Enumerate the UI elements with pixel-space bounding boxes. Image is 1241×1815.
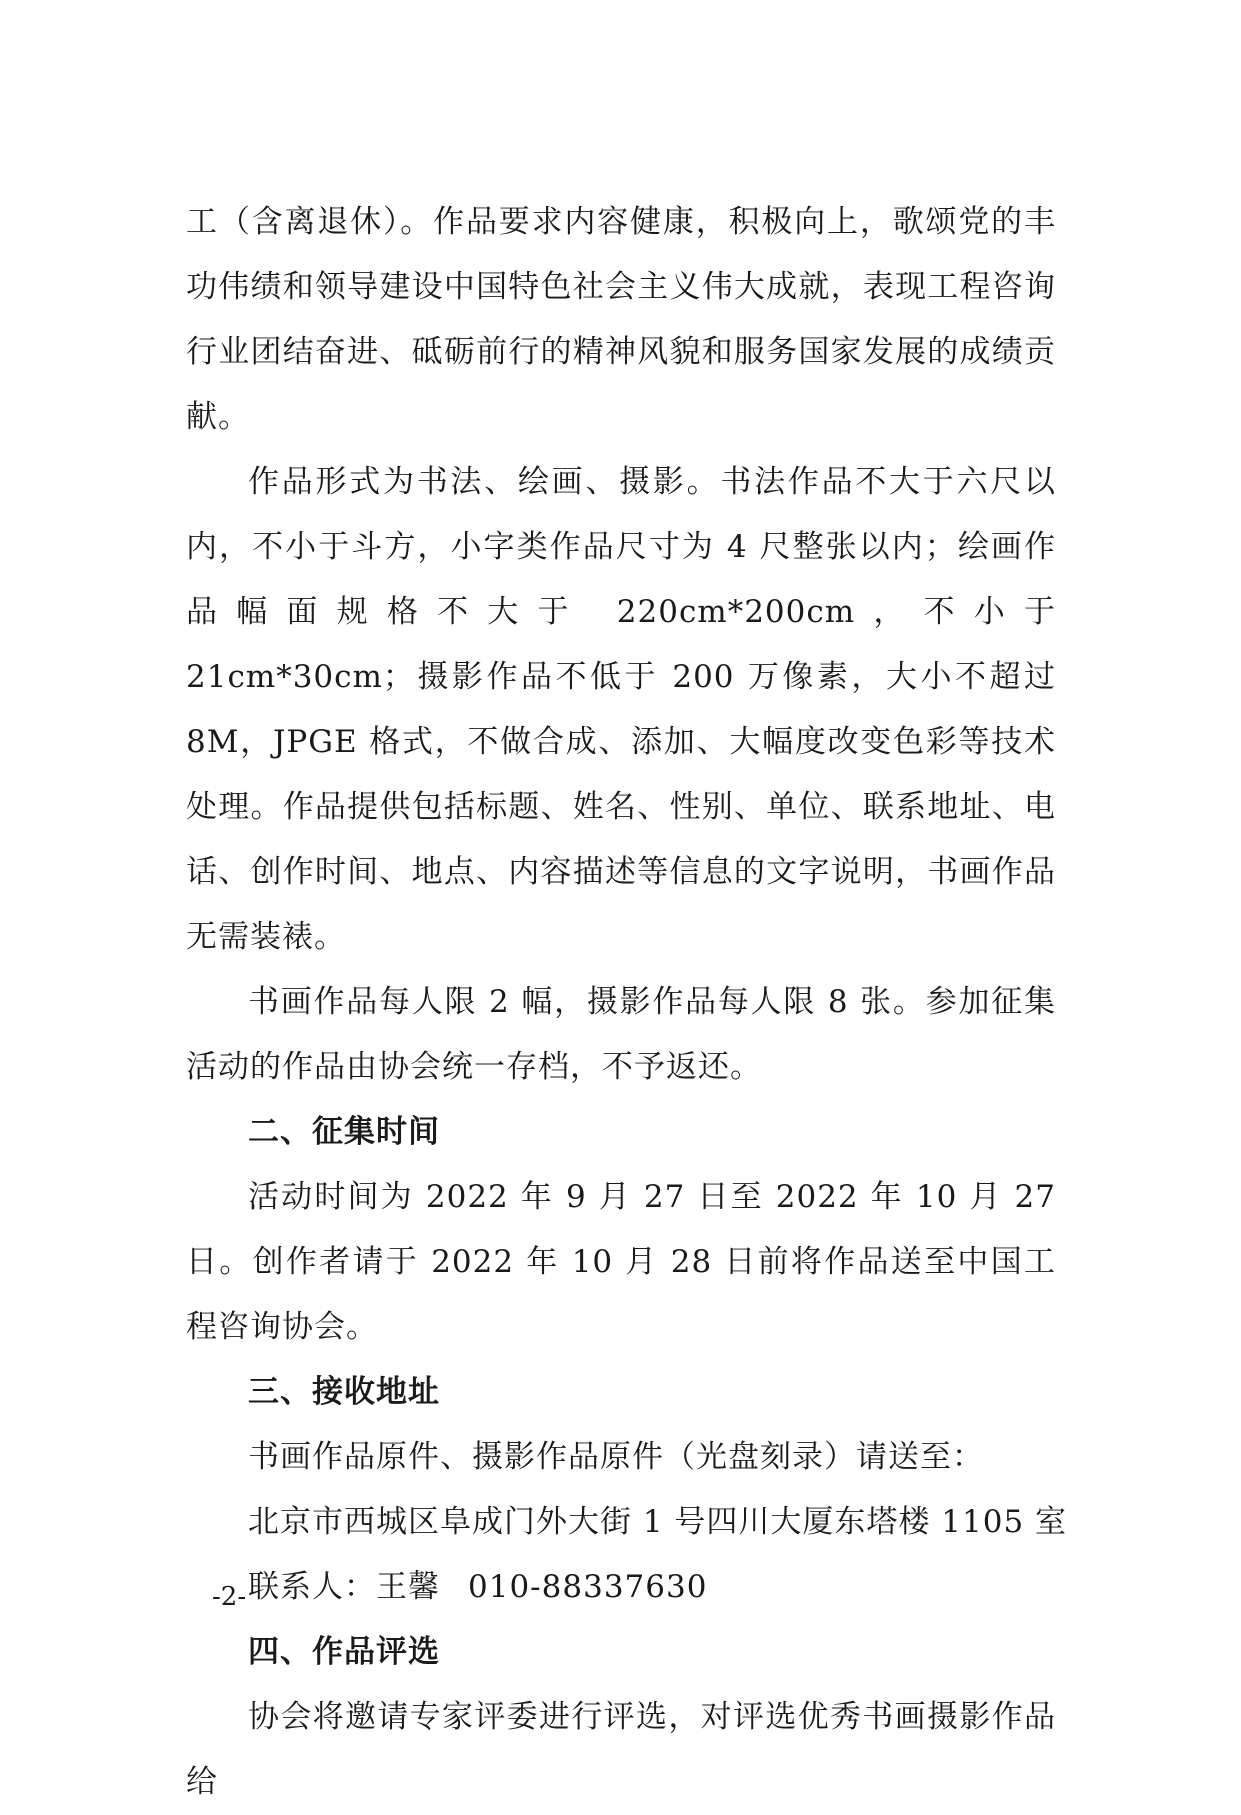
address-intro: 书画作品原件、摄影作品原件（光盘刻录）请送至： (248, 1439, 984, 1475)
document-body (186, 190, 1068, 1815)
paragraph-limits: 书画作品每人限 2 幅，摄影作品每人限 8 张。参加征集活动的作品由协会统一存档，不予返还。 (186, 984, 1056, 1085)
section-heading-address: 三、接收地址 (248, 1374, 440, 1410)
address-line: 北京市西城区阜成门外大街 1 号四川大厦东塔楼 1105 室 (248, 1504, 1068, 1540)
page-number: -2- (212, 1582, 247, 1612)
contact-line (186, 1555, 1056, 1620)
paragraph-format: 作品形式为书法、绘画、摄影。书法作品不大于六尺以内，不小于斗方，小字类作品尺寸为 4 尺整张以内；绘画作品幅面规格不大于 220cm*200cm，不小于 21cm*30cm；摄影作品不低于 200 万像素，大小不超过 8M，JPGE 格式，不做合成、添加、大幅度改变色彩等技术处理。作品提供包括标题、姓名、性别、单位、联系地址、电话、创作时间、地点、内容描述等信息的文字说明，书画作品无需装裱。 (186, 464, 1056, 955)
paragraph-requirements: 工（含离退休）。作品要求内容健康，积极向上，歌颂党的丰功伟绩和领导建设中国特色社会主义伟大成就，表现工程咨询行业团结奋进、砥砺前行的精神风貌和服务国家发展的成绩贡献。 (186, 204, 1056, 435)
paragraph-review: 协会将邀请专家评委进行评选，对评选优秀书画摄影作品给 (186, 1699, 1056, 1800)
contact-phone: 010-88337630 (468, 1569, 708, 1605)
paragraph-time: 活动时间为 2022 年 9 月 27 日至 2022 年 10 月 27 日。创作者请于 2022 年 10 月 28 日前将作品送至中国工程咨询协会。 (186, 1179, 1056, 1345)
section-heading-time: 二、征集时间 (248, 1114, 440, 1150)
contact-person: 联系人：王馨 (248, 1569, 440, 1605)
section-heading-review: 四、作品评选 (248, 1634, 440, 1670)
